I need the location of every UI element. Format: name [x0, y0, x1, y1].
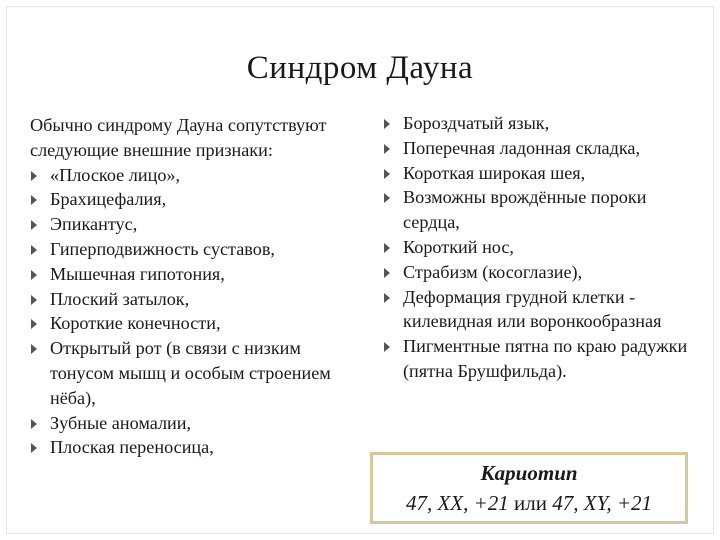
bullet-arrow-icon: [31, 295, 37, 305]
bullet-arrow-icon: [31, 171, 37, 181]
bullet-arrow-icon: [384, 169, 390, 179]
karyotype-male: 47, XY, +21: [552, 491, 653, 515]
slide-title: Синдром Дауна: [246, 50, 474, 86]
list-item: Короткая широкая шея,: [383, 161, 703, 186]
bullet-arrow-icon: [384, 119, 390, 129]
list-item: Брахицефалия,: [30, 187, 360, 212]
list-item: Пигментные пятна по краю радужки (пятна Брушфильда).: [383, 334, 703, 384]
karyotype-box: [370, 452, 688, 524]
bullet-arrow-icon: [384, 144, 390, 154]
bullet-arrow-icon: [384, 243, 390, 253]
bullet-arrow-icon: [31, 319, 37, 329]
bullet-arrow-icon: [384, 268, 390, 278]
bullet-arrow-icon: [31, 220, 37, 230]
bullet-arrow-icon: [31, 443, 37, 453]
bullet-arrow-icon: [384, 342, 390, 352]
list-item: Страбизм (косоглазие),: [383, 260, 703, 285]
list-item: «Плоское лицо»,: [30, 163, 360, 188]
list-item: Открытый рот (в связи с низким тонусом мышц и особым строением нёба),: [30, 336, 360, 410]
list-item: Плоский затылок,: [30, 287, 360, 312]
karyotype-formula: [373, 488, 685, 518]
right-bullet-list: [383, 111, 703, 384]
intro-text: Обычно синдрому Дауна сопутствуют следующие внешние признаки:: [30, 115, 327, 160]
list-item: Зубные аномалии,: [30, 411, 360, 436]
list-item: Поперечная ладонная складка,: [383, 136, 703, 161]
karyotype-female: 47, XX, +21: [405, 491, 509, 515]
bullet-arrow-icon: [31, 195, 37, 205]
karyotype-or: или: [514, 491, 548, 515]
list-item: Эпикантус,: [30, 212, 360, 237]
bullet-arrow-icon: [31, 245, 37, 255]
list-item: Гиперподвижность суставов,: [30, 237, 360, 262]
list-item: Мышечная гипотония,: [30, 262, 360, 287]
list-item: Бороздчатый язык,: [383, 111, 703, 136]
bullet-arrow-icon: [31, 419, 37, 429]
left-column: [30, 113, 360, 460]
list-item: Возможны врождённые пороки сердца,: [383, 185, 703, 235]
list-item: Плоская переносица,: [30, 435, 360, 460]
list-item: Деформация грудной клетки - килевидная или воронкообразная: [383, 285, 703, 335]
karyotype-title: Кариотип: [480, 461, 578, 485]
bullet-arrow-icon: [384, 293, 390, 303]
list-item: Короткий нос,: [383, 235, 703, 260]
left-bullet-list: [30, 163, 360, 461]
bullet-arrow-icon: [31, 344, 37, 354]
bullet-arrow-icon: [384, 193, 390, 203]
bullet-arrow-icon: [31, 270, 37, 280]
right-column: [383, 111, 703, 384]
list-item: Короткие конечности,: [30, 311, 360, 336]
